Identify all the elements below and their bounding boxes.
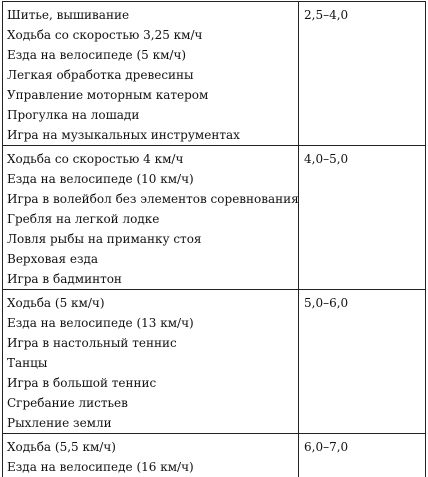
activity-item: Шитье, вышивание [7, 5, 294, 25]
activity-item: Ходьба (5 км/ч) [7, 293, 294, 313]
activity-item: Ходьба (5,5 км/ч) [7, 437, 294, 457]
activity-list-cell [3, 146, 299, 290]
activity-item: Езда на велосипеде (10 км/ч) [7, 169, 294, 189]
value-cell [299, 290, 426, 434]
activity-item: Ходьба со скоростью 4 км/ч [7, 149, 294, 169]
activity-item: Езда на велосипеде (13 км/ч) [7, 313, 294, 333]
activity-list-cell [3, 2, 299, 146]
activity-item: Игра в бадминтон [7, 269, 294, 289]
activity-item: Сгребание листьев [7, 393, 294, 413]
activity-item: Ходьба со скоростью 3,25 км/ч [7, 25, 294, 45]
activity-item: Верховая езда [7, 249, 294, 269]
activity-item: Игра на музыкальных инструментах [7, 125, 294, 145]
activity-item: Игра в настольный теннис [7, 333, 294, 353]
value-cell [299, 146, 426, 290]
activity-item: Игра в большой теннис [7, 373, 294, 393]
table-row [3, 290, 426, 434]
activity-list-cell [3, 290, 299, 434]
activity-energy-table [2, 1, 426, 477]
table-row [3, 146, 426, 290]
activity-list-cell [3, 434, 299, 477]
activity-item: Езда на велосипеде (16 км/ч) [7, 457, 294, 477]
value-cell [299, 434, 426, 477]
energy-range: 4,0–5,0 [304, 149, 421, 169]
energy-range: 6,0–7,0 [304, 437, 421, 457]
activity-item: Гребля на легкой лодке [7, 209, 294, 229]
activity-item: Езда на велосипеде (5 км/ч) [7, 45, 294, 65]
energy-range: 2,5–4,0 [304, 5, 421, 25]
activity-item: Управление моторным катером [7, 85, 294, 105]
activity-item: Рыхление земли [7, 413, 294, 433]
activity-item: Танцы [7, 353, 294, 373]
table-row [3, 434, 426, 477]
table-row [3, 2, 426, 146]
activity-item: Легкая обработка древесины [7, 65, 294, 85]
activity-item: Прогулка на лошади [7, 105, 294, 125]
value-cell [299, 2, 426, 146]
energy-range: 5,0–6,0 [304, 293, 421, 313]
activity-item: Ловля рыбы на приманку стоя [7, 229, 294, 249]
activity-item: Игра в волейбол без элементов соревнования [7, 189, 294, 209]
